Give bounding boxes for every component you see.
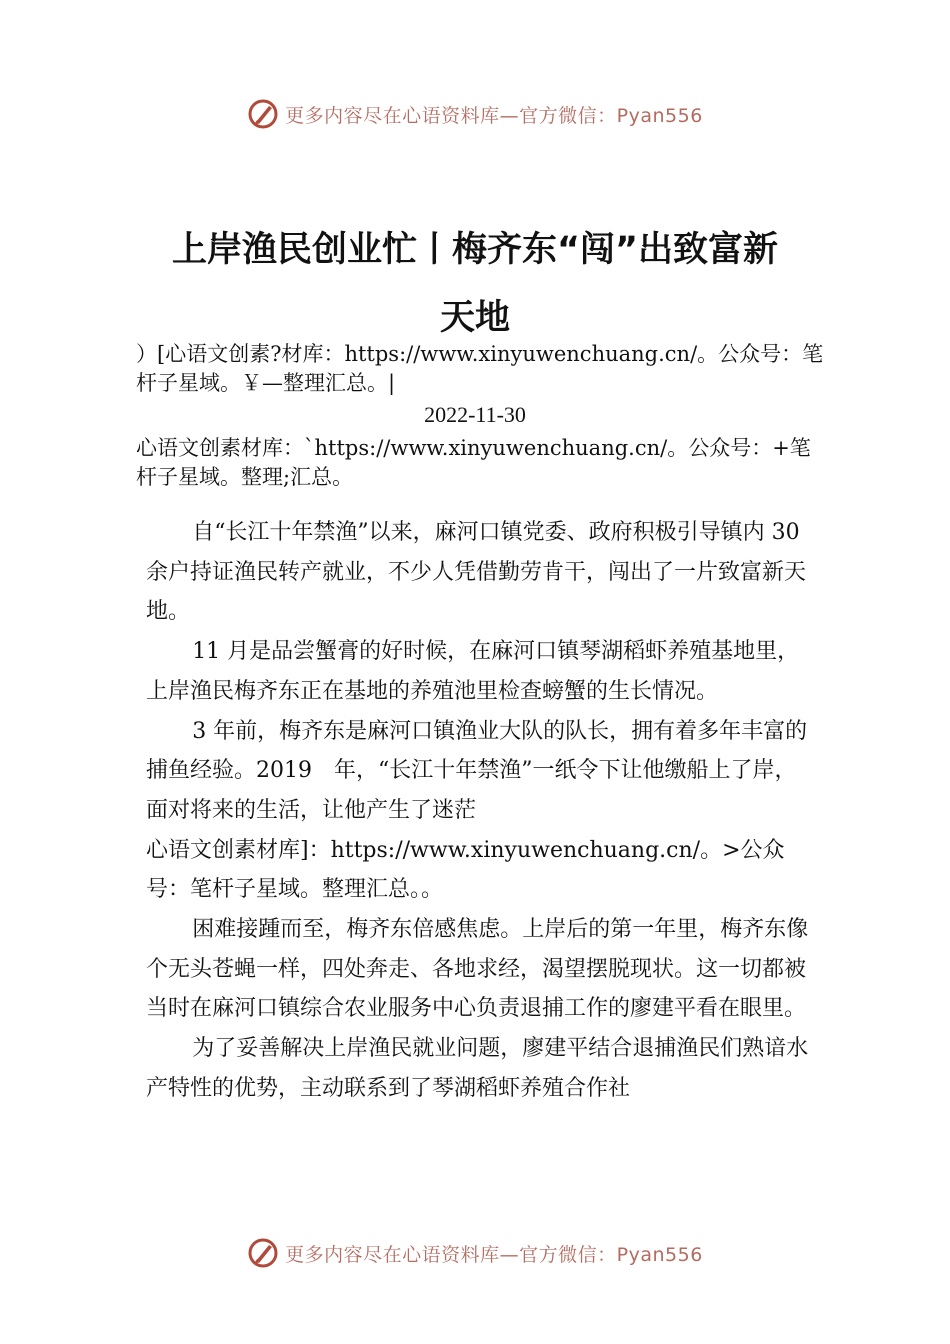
- header-banner: [0, 94, 950, 134]
- article-body: [146, 513, 814, 1109]
- quill-pen-logo-icon: [247, 98, 279, 130]
- paragraph: 自“长江十年禁渔”以来，麻河口镇党委、政府积极引导镇内 30 余户持证渔民转产就业，不少人凭借勤劳肯干，闯出了一片致富新天地。: [146, 520, 807, 625]
- footer-banner: [0, 1233, 950, 1273]
- paragraph: 11 月是品尝蟹膏的好时候，在麻河口镇琴湖稻虾养殖基地里，上岸渔民梅齐东正在基地的养殖池里检查螃蟹的生长情况。: [146, 639, 800, 704]
- article-title-line-1: 上岸渔民创业忙丨梅齐东“闯”出致富新: [171, 230, 778, 270]
- publish-date: 2022-11-30: [424, 402, 526, 427]
- banner-text: 更多内容尽在心语资料库—官方微信：Pyan556: [285, 1243, 703, 1266]
- paragraph-source-note: 心语文创素材库]：https://www.xinyuwenchuang.cn/。>公众号：笔杆子星域。整理汇总。。: [146, 837, 785, 903]
- paragraph: 为了妥善解决上岸渔民就业问题，廖建平结合退捕渔民们熟谙水产特性的优势，主动联系到了琴湖稻虾养殖合作社: [146, 1036, 809, 1101]
- article-title-line-2: 天地: [439, 298, 510, 338]
- source-note-bottom: 心语文创素材库：`https://www.xinyuwenchuang.cn/。公众号：+笔杆子星域。整理;汇总。: [136, 436, 811, 489]
- paragraph: 困难接踵而至，梅齐东倍感焦虑。上岸后的第一年里，梅齐东像个无头苍蝇一样，四处奔走、各地求经，渴望摆脱现状。这一切都被当时在麻河口镇综合农业服务中心负责退捕工作的廖建平看在眼里。: [146, 917, 809, 1022]
- source-note-top: ）[心语文创素?材库：https://www.xinyuwenchuang.cn/。公众号：笔杆子星域。￥—整理汇总。|: [136, 342, 824, 395]
- paragraph: 3 年前，梅齐东是麻河口镇渔业大队的队长，拥有着多年丰富的捕鱼经验。2019 年，“长江十年禁渔”一纸令下让他缴船上了岸，面对将来的生活，让他产生了迷茫: [146, 718, 808, 823]
- banner-text: 更多内容尽在心语资料库—官方微信：Pyan556: [285, 104, 703, 127]
- quill-pen-logo-icon: [247, 1237, 279, 1269]
